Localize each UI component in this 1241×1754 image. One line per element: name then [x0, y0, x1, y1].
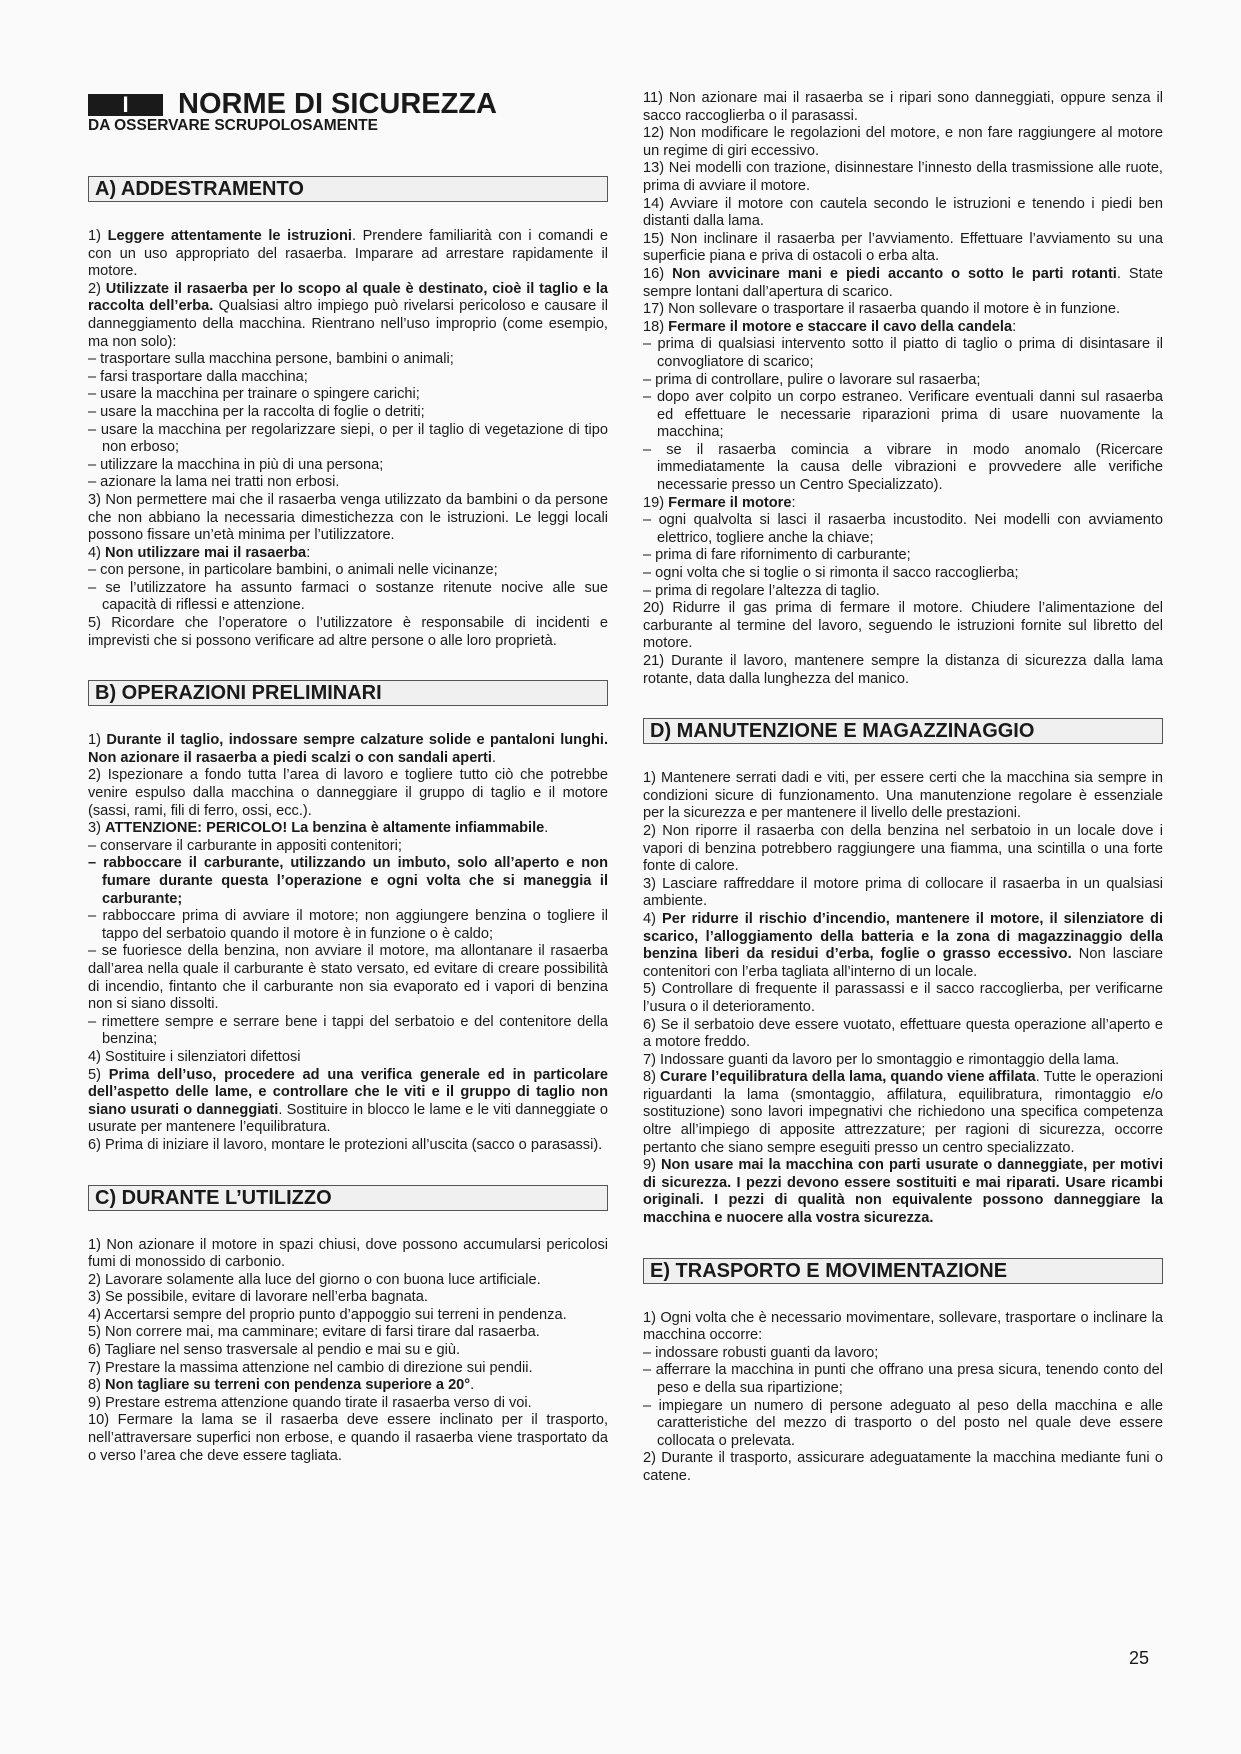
paragraph: 8) Curare l’equilibratura della lama, quando viene affilata. Tutte le operazioni riguardanti la lama (smontaggio, affilatura, equilibratura, rimontaggio e/o sostituzione) sono lavori impegnativi che richiedono una specifica competenza oltre all’impiego di apposite attrezzature; per ragioni di sicurezza, occorre pertanto che siano sempre eseguiti presso un centro specializzato.: [643, 1069, 1163, 1156]
list-item: – se fuoriesce della benzina, non avviare il motore, ma allontanare il rasaerba dall’area nella quale il carburante è stato versato, ed evitare di creare possibilità di incendio, fintanto che il carburante non sia evaporato ed i vapori di benzina non si siano dissolti.: [88, 943, 608, 1013]
list-item: – usare la macchina per trainare o spingere carichi;: [88, 386, 420, 403]
paragraph: 13) Nei modelli con trazione, disinnestare l’innesto della trasmissione alle ruote, prima di avviare il motore.: [643, 160, 1163, 194]
list-item: – trasportare sulla macchina persone, bambini o animali;: [88, 351, 454, 368]
paragraph: 3) Lasciare raffreddare il motore prima di collocare il rasaerba in un qualsiasi ambiente.: [643, 875, 1163, 910]
list-item: – ogni volta che si toglie o si rimonta il sacco raccoglierba;: [643, 565, 1019, 582]
right-column: [643, 90, 1163, 1486]
list-item: – prima di qualsiasi intervento sotto il piatto di taglio o prima di disintasare il convogliatore di scarico;: [643, 336, 1163, 370]
list-item: – con persone, in particolare bambini, o animali nelle vicinanze;: [88, 562, 498, 579]
paragraph: 3) Se possibile, evitare di lavorare nell’erba bagnata.: [88, 1289, 428, 1306]
paragraph: 5) Prima dell’uso, procedere ad una verifica generale ed in particolare dell’aspetto delle lame, e controllare che le viti e il gruppo di taglio non siano usurati o danneggiati. Sostituire in blocco le lame e le viti danneggiate o usurate per mantenere l’equilibratura.: [88, 1066, 609, 1136]
paragraph: 12) Non modificare le regolazioni del motore, e non fare raggiungere al motore un regime di giri eccessivo.: [643, 125, 1163, 159]
paragraph: 2) Non riporre il rasaerba con della benzina nel serbatoio in un locale dove i vapori di benzina potrebbero raggiungere una fiamma, una scintilla o una forte fonte di calore.: [643, 822, 1163, 875]
list-item: – rimettere sempre e serrare bene i tappi del serbatoio e del contenitore della benzina;: [88, 1013, 608, 1048]
list-item: – rabboccare il carburante, utilizzando un imbuto, solo all’aperto e non fumare durante questa l’operazione e ogni volta che si maneggia il carburante;: [88, 855, 608, 907]
section-c-heading: C) DURANTE L’UTILIZZO: [88, 1185, 608, 1211]
paragraph: 8) Non tagliare su terreni con pendenza superiore a 20°.: [88, 1377, 475, 1394]
paragraph: 6) Se il serbatoio deve essere vuotato, effettuare questa operazione all’aperto e a motore freddo.: [643, 1016, 1163, 1051]
page-title: NORME DI SICUREZZA: [178, 88, 497, 120]
paragraph: 19) Fermare il motore:: [643, 494, 796, 511]
paragraph: 7) Indossare guanti da lavoro per lo smontaggio e rimontaggio della lama.: [643, 1051, 1120, 1068]
paragraph: 6) Tagliare nel senso trasversale al pendio e mai su e giù.: [88, 1342, 461, 1359]
section-a-heading: A) ADDESTRAMENTO: [88, 176, 608, 202]
language-badge: I: [88, 94, 163, 116]
left-column: [88, 88, 608, 1465]
paragraph: 2) Lavorare solamente alla luce del giorno o con buona luce artificiale.: [88, 1271, 541, 1288]
paragraph: 4) Sostituire i silenziatori difettosi: [88, 1048, 301, 1065]
paragraph: 4) Accertarsi sempre del proprio punto d’appoggio sui terreni in pendenza.: [88, 1306, 567, 1323]
list-item: – farsi trasportare dalla macchina;: [88, 368, 308, 385]
paragraph: 2) Durante il trasporto, assicurare adeguatamente la macchina mediante funi o catene.: [643, 1450, 1163, 1484]
paragraph: 4) Per ridurre il rischio d’incendio, mantenere il motore, il silenziatore di scarico, l’alloggiamento della batteria e la zona di magazzinaggio della benzina liberi da residui d’erba, foglie o grasso eccessivo. Non lasciare contenitori con l’erba tagliata all’interno di un locale.: [643, 910, 1164, 980]
paragraph: 1) Leggere attentamente le istruzioni. Prendere familiarità con i comandi e con un uso appropriato del rasaerba. Imparare ad arrestare rapidamente il motore.: [88, 228, 608, 280]
paragraph: 21) Durante il lavoro, mantenere sempre la distanza di sicurezza dalla lama rotante, data dalla lunghezza del manico.: [643, 653, 1163, 687]
header: [88, 88, 608, 148]
list-item: – afferrare la macchina in punti che offrano una presa sicura, tenendo conto del peso e della sua ripartizione;: [643, 1362, 1163, 1396]
paragraph: 5) Ricordare che l’operatore o l’utilizzatore è responsabile di incidenti e imprevisti che si possono verificare ad altre persone o alle loro proprietà.: [88, 615, 608, 649]
paragraph: 3) ATTENZIONE: PERICOLO! La benzina è altamente infiammabile.: [88, 820, 549, 837]
paragraph: 2) Utilizzate il rasaerba per lo scopo al quale è destinato, cioè il taglio e la raccolta dell’erba. Qualsiasi altro impiego può rivelarsi pericoloso e causare il danneggiamento della macchina. Rientrano nell’uso improprio (come esempio, ma non solo):: [88, 280, 608, 350]
paragraph: 2) Ispezionare a fondo tutta l’area di lavoro e togliere tutto ciò che potrebbe venire espulso dalla macchina o danneggiare il gruppo di taglio e il motore (sassi, rami, fili di ferro, ossi, ecc.).: [88, 767, 608, 819]
paragraph: 20) Ridurre il gas prima di fermare il motore. Chiudere l’alimentazione del carburante al termine del lavoro, seguendo le istruzioni fornite sul libretto del motore.: [643, 600, 1163, 652]
paragraph: 9) Prestare estrema attenzione quando tirate il rasaerba verso di voi.: [88, 1394, 532, 1411]
list-item: – usare la macchina per regolarizzare siepi, o per il taglio di vegetazione di tipo non erboso;: [88, 421, 608, 456]
list-item: – se il rasaerba comincia a vibrare in modo anomalo (Ricercare immediatamente la causa delle vibrazioni e provvedere alle verifiche necessarie presso un Centro Specializzato).: [643, 441, 1163, 494]
page-number: 25: [1129, 1648, 1150, 1668]
paragraph: 16) Non avvicinare mani e piedi accanto o sotto le parti rotanti. State sempre lontani dall’apertura di scarico.: [643, 265, 1163, 300]
paragraph: 9) Non usare mai la macchina con parti usurate o danneggiate, per motivi di sicurezza. I pezzi devono essere sostituiti e mai riparati. Usare ricambi originali. I pezzi di qualità non equivalente possono danneggiare la macchina e nuocere alla vostra sicurezza.: [643, 1157, 1164, 1227]
paragraph: 15) Non inclinare il rasaerba per l’avviamento. Effettuare l’avviamento su una superficie piana e priva di ostacoli o erba alta.: [643, 230, 1163, 265]
section-b-heading: B) OPERAZIONI PRELIMINARI: [88, 680, 608, 706]
list-item: – conservare il carburante in appositi contenitori;: [88, 837, 402, 854]
list-item: – azionare la lama nei tratti non erbosi.: [88, 474, 340, 491]
list-item: – ogni qualvolta si lasci il rasaerba incustodito. Nei modelli con avviamento elettrico, togliere anche la chiave;: [643, 512, 1163, 546]
paragraph: 1) Non azionare il motore in spazi chiusi, dove possono accumularsi pericolosi fumi di monossido di carbonio.: [88, 1236, 608, 1271]
list-item: – rabboccare prima di avviare il motore; non aggiungere benzina o togliere il tappo del serbatoio quando il motore è in funzione o è caldo;: [88, 908, 608, 942]
list-item: – impiegare un numero di persone adeguato al peso della macchina e alle caratteristiche del mezzo di trasporto o del posto nel quale deve essere collocata o prelevata.: [643, 1397, 1163, 1449]
paragraph: 3) Non permettere mai che il rasaerba venga utilizzato da bambini o da persone che non abbiano la necessaria dimestichezza con le istruzioni. Le leggi locali possono fissare un’età minima per l’utilizzatore.: [88, 491, 608, 544]
paragraph: 18) Fermare il motore e staccare il cavo della candela:: [643, 318, 1017, 335]
paragraph: 7) Prestare la massima attenzione nel cambio di direzione sui pendii.: [88, 1359, 533, 1376]
list-item: – indossare robusti guanti da lavoro;: [643, 1344, 879, 1361]
paragraph: 11) Non azionare mai il rasaerba se i ripari sono danneggiati, oppure senza il sacco raccoglierba o il parasassi.: [643, 90, 1163, 124]
list-item: – prima di fare rifornimento di carburante;: [643, 547, 911, 564]
paragraph: 10) Fermare la lama se il rasaerba deve essere inclinato per il trasporto, nell’attraversare superfici non erbose, e quando il rasaerba viene trasportato da o verso l’area che deve essere tagliata.: [88, 1412, 608, 1464]
list-item: – usare la macchina per la raccolta di foglie o detriti;: [88, 403, 425, 420]
paragraph: 1) Ogni volta che è necessario movimentare, sollevare, trasportare o inclinare la macchina occorre:: [643, 1309, 1163, 1344]
list-item: – utilizzare la macchina in più di una persona;: [88, 456, 384, 473]
list-item: – dopo aver colpito un corpo estraneo. Verificare eventuali danni sul rasaerba ed effettuare le necessarie riparazioni prima di usare nuovamente la macchina;: [643, 389, 1163, 441]
paragraph: 5) Non correre mai, ma camminare; evitare di farsi tirare dal rasaerba.: [88, 1324, 540, 1341]
section-d-heading: D) MANUTENZIONE E MAGAZZINAGGIO: [643, 718, 1163, 744]
list-item: – se l’utilizzatore ha assunto farmaci o sostanze ritenute nocive alle sue capacità di riflessi e attenzione.: [88, 579, 608, 614]
list-item: – prima di regolare l’altezza di taglio.: [643, 582, 880, 599]
paragraph: 17) Non sollevare o trasportare il rasaerba quando il motore è in funzione.: [643, 301, 1120, 318]
paragraph: 14) Avviare il motore con cautela secondo le istruzioni e tenendo i piedi ben distanti dalla lama.: [643, 195, 1163, 230]
page-subtitle: DA OSSERVARE SCRUPOLOSAMENTE: [88, 117, 378, 134]
paragraph: 1) Mantenere serrati dadi e viti, per essere certi che la macchina sia sempre in condizioni sicure di funzionamento. Una manutenzione regolare è essenziale per la sicurezza e per mantenere il livello delle prestazioni.: [643, 770, 1163, 822]
paragraph: 4) Non utilizzare mai il rasaerba:: [88, 544, 311, 561]
list-item: – prima di controllare, pulire o lavorare sul rasaerba;: [643, 371, 981, 388]
paragraph: 1) Durante il taglio, indossare sempre calzature solide e pantaloni lunghi. Non azionare il rasaerba a piedi scalzi o con sandali aperti.: [88, 732, 609, 766]
section-e-heading: E) TRASPORTO E MOVIMENTAZIONE: [643, 1258, 1163, 1284]
paragraph: 5) Controllare di frequente il parassassi e il sacco raccoglierba, per verificarne l’usura o il deterioramento.: [643, 981, 1163, 1015]
paragraph: 6) Prima di iniziare il lavoro, montare le protezioni all’uscita (sacco o parasassi).: [88, 1136, 603, 1153]
